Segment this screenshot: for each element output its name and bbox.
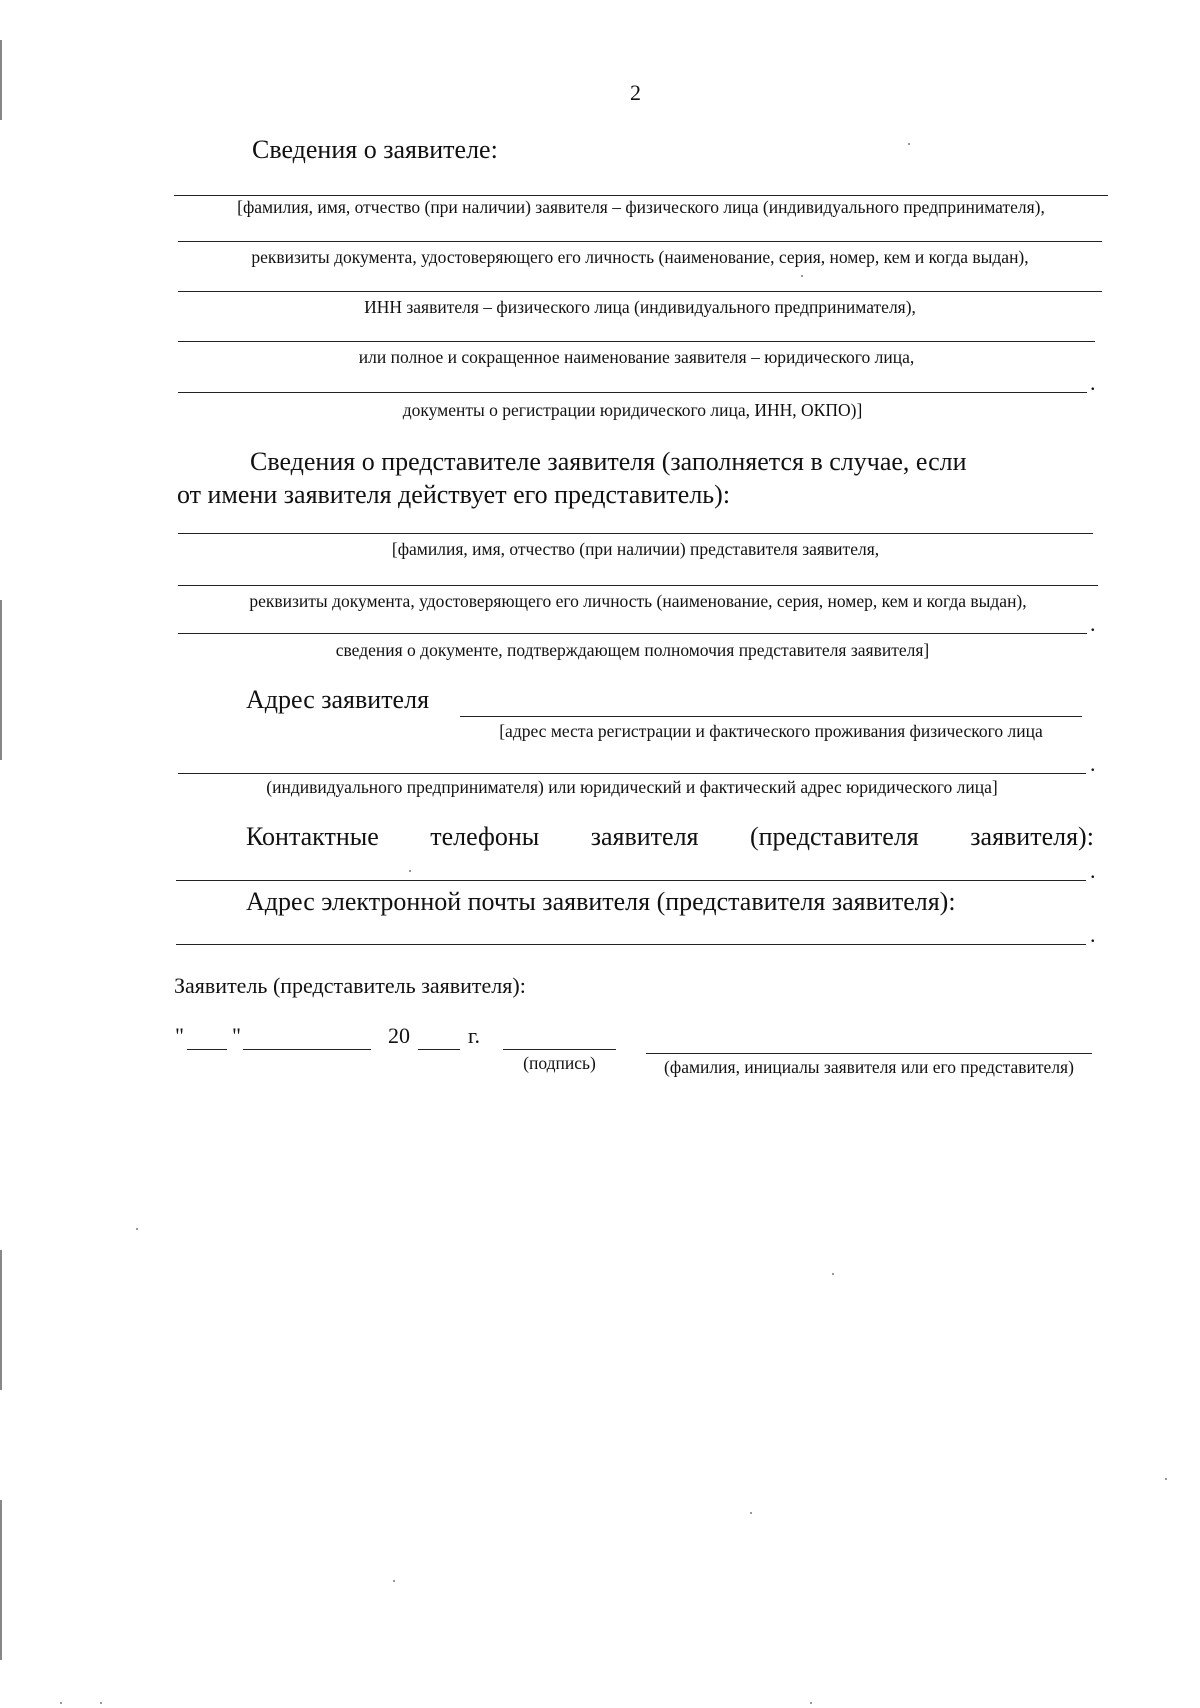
date-year-prefix: 20 — [388, 1023, 410, 1048]
date-year-line[interactable] — [418, 1049, 460, 1050]
date-quote-open: " — [175, 1023, 184, 1048]
phones-label-word: заявителя): — [970, 822, 1094, 851]
line-end-period: . — [1090, 370, 1096, 395]
scan-speck — [908, 143, 910, 145]
scan-edge-mark — [0, 600, 2, 760]
representative-caption-name: [фамилия, имя, отчество (при наличии) представителя заявителя, — [391, 539, 880, 559]
date-month-line[interactable] — [243, 1049, 371, 1050]
representative-caption-id-document: реквизиты документа, удостоверяющего его личность (наименование, серия, номер, кем и когда выдан), — [249, 591, 1027, 611]
address-label: Адрес заявителя — [246, 685, 430, 714]
phones-label-word: заявителя — [590, 822, 699, 851]
applicant-heading: Сведения о заявителе: — [252, 135, 498, 164]
scan-speck — [750, 1512, 752, 1514]
phones-label-word: телефоны — [430, 822, 540, 851]
applicant-caption-legal-name: или полное и сокращенное наименование заявителя – юридического лица, — [358, 347, 915, 367]
date-quote-close: " — [232, 1023, 241, 1048]
signature-line[interactable] — [503, 1049, 616, 1050]
scan-speck — [810, 1702, 812, 1704]
scan-speck — [393, 1580, 395, 1582]
address-fill-line[interactable] — [460, 716, 1082, 717]
applicant-caption-registration: документы о регистрации юридического лица, ИНН, ОКПО)] — [402, 400, 863, 420]
representative-caption-authority: сведения о документе, подтверждающем полномочия представителя заявителя] — [335, 640, 930, 660]
representative-heading-line-1: Сведения о представителе заявителя (заполняется в случае, если — [250, 447, 967, 476]
fill-line[interactable] — [178, 533, 1093, 534]
scan-speck — [409, 870, 411, 872]
line-end-period: . — [1090, 858, 1096, 883]
fill-line[interactable] — [178, 633, 1087, 634]
name-line[interactable] — [646, 1053, 1092, 1054]
applicant-caption-id-document: реквизиты документа, удостоверяющего его личность (наименование, серия, номер, кем и когда выдан), — [251, 247, 1029, 267]
applicant-caption-name: [фамилия, имя, отчество (при наличии) заявителя – физического лица (индивидуального предпринимателя), — [237, 197, 1045, 217]
fill-line[interactable] — [178, 585, 1098, 586]
scan-edge-mark — [0, 40, 2, 120]
fill-line[interactable] — [178, 291, 1102, 292]
fill-line[interactable] — [178, 241, 1102, 242]
line-end-period: . — [1090, 922, 1096, 947]
scan-speck — [136, 1228, 138, 1230]
date-day-line[interactable] — [187, 1049, 227, 1050]
scan-edge-mark — [0, 1250, 2, 1390]
line-end-period: . — [1090, 611, 1096, 636]
phones-label-word: Контактные — [246, 822, 379, 851]
fill-line[interactable] — [178, 773, 1086, 774]
email-fill-line[interactable] — [176, 944, 1086, 945]
address-caption-1: [адрес места регистрации и фактического проживания физического лица — [499, 721, 1043, 741]
signature-label: Заявитель (представитель заявителя): — [174, 973, 526, 998]
phones-fill-line[interactable] — [176, 880, 1086, 881]
fill-line[interactable] — [178, 341, 1095, 342]
scan-speck — [60, 1702, 62, 1704]
page-number: 2 — [630, 80, 641, 105]
name-caption: (фамилия, инициалы заявителя или его представителя) — [664, 1057, 1074, 1077]
scan-edge-mark — [0, 1500, 2, 1660]
scan-speck — [1165, 1478, 1167, 1480]
fill-line[interactable] — [178, 392, 1087, 393]
scan-speck — [832, 1273, 834, 1275]
email-label: Адрес электронной почты заявителя (представителя заявителя): — [246, 887, 956, 916]
line-end-period: . — [1090, 751, 1096, 776]
phones-label-word: (представителя — [749, 822, 919, 851]
scan-speck — [801, 275, 803, 277]
date-year-suffix: г. — [468, 1023, 481, 1048]
representative-heading-line-2: от имени заявителя действует его представитель): — [177, 480, 731, 509]
applicant-caption-inn: ИНН заявителя – физического лица (индивидуального предпринимателя), — [364, 297, 916, 317]
phones-label — [246, 821, 1094, 853]
scan-speck — [100, 1702, 102, 1704]
address-caption-2: (индивидуального предпринимателя) или юридический и фактический адрес юридического лица] — [266, 777, 998, 797]
signature-caption: (подпись) — [523, 1053, 596, 1073]
